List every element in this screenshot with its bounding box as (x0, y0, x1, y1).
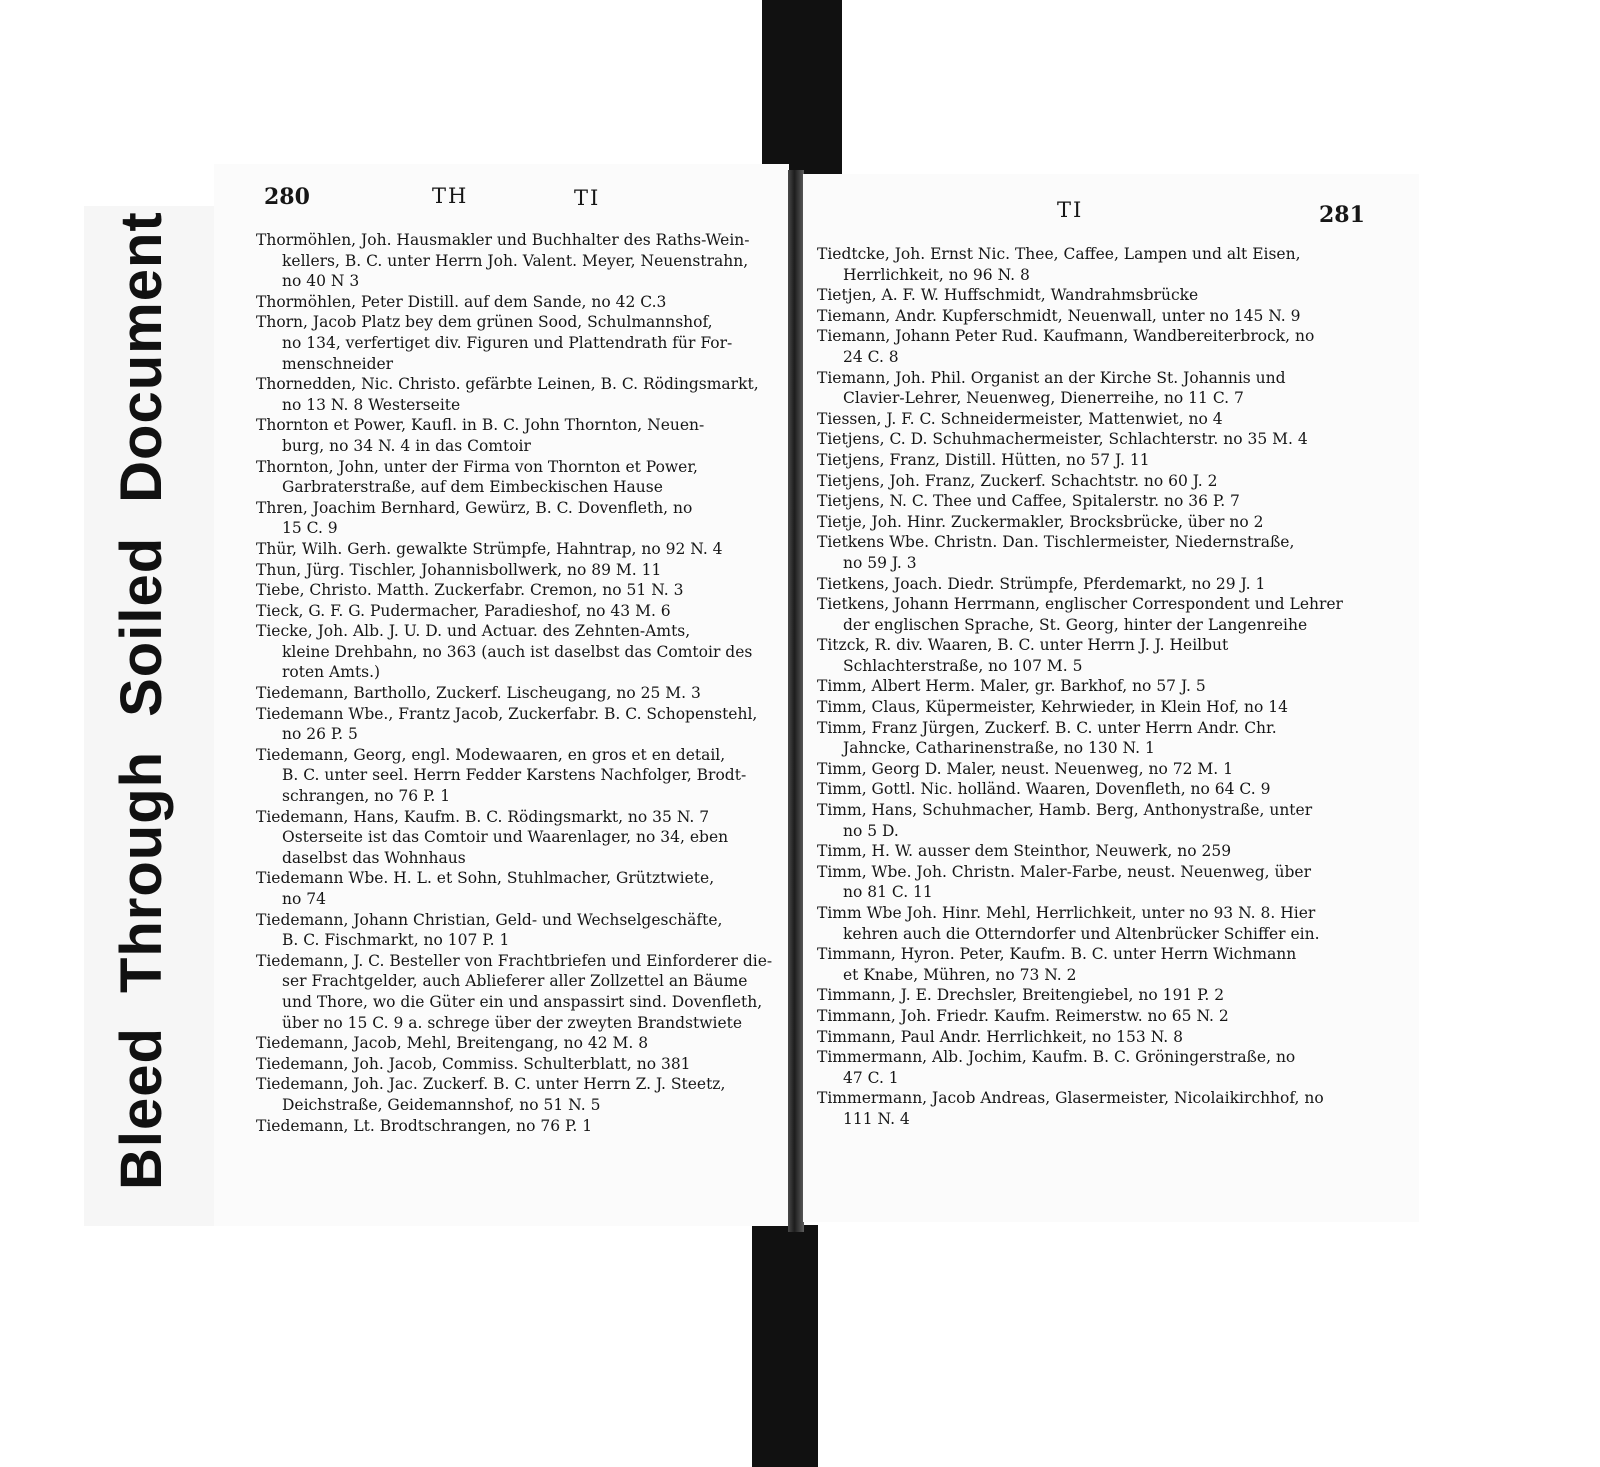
binding-top (762, 0, 842, 180)
entry-continuation-line: no 13 N. 8 Westerseite (282, 395, 461, 414)
entry-name-line: Thornedden, Nic. Christo. gefärbte Leinen, B. C. Rödingsmarkt, (256, 375, 759, 394)
entry-name-line: Tiedemann, Johann Christian, Geld- und Wechselgeschäfte, (256, 910, 723, 929)
directory-entry (817, 759, 1415, 780)
entry-name-line: Tietkens, Johann Herrmann, englischer Correspondent und Lehrer (817, 595, 1343, 614)
entry-continuation-line: B. C. unter seel. Herrn Fedder Karstens Nachfolger, Brodt- (282, 766, 747, 785)
directory-entry (256, 745, 786, 807)
directory-entry (256, 601, 786, 622)
directory-entry (256, 868, 786, 909)
directory-entry (817, 841, 1415, 862)
left-page-number: 280 (264, 184, 310, 210)
directory-entry (256, 1116, 786, 1137)
entry-name-line: Timm, Hans, Schuhmacher, Hamb. Berg, Anthonystraße, unter (817, 801, 1313, 820)
entry-continuation-line: B. C. Fischmarkt, no 107 P. 1 (282, 931, 510, 950)
label-word-document: Document (109, 211, 174, 503)
entry-continuation-line: Deichstraße, Geidemannshof, no 51 N. 5 (282, 1095, 601, 1114)
directory-entry (256, 1033, 786, 1054)
entry-name-line: Tiemann, Johann Peter Rud. Kaufmann, Wandbereiterbrock, no (817, 327, 1315, 346)
directory-entry (256, 580, 786, 601)
directory-entry (817, 429, 1415, 450)
entry-name-line: Tiedemann, Lt. Brodtschrangen, no 76 P. 1 (256, 1116, 593, 1135)
directory-entry (256, 951, 786, 1033)
entry-continuation-line: 47 C. 1 (843, 1068, 899, 1087)
right-page-number: 281 (1319, 202, 1365, 228)
entry-name-line: Tietjens, Joh. Franz, Zuckerf. Schachtstr. no 60 J. 2 (817, 471, 1218, 490)
directory-entry (817, 285, 1415, 306)
directory-entry (817, 532, 1415, 573)
entry-continuation-line: und Thore, wo die Güter ein und anspassirt sind. Dovenfleth, (282, 992, 763, 1011)
entry-name-line: Thür, Wilh. Gerh. gewalkte Strümpfe, Hahntrap, no 92 N. 4 (256, 539, 723, 558)
directory-entry (817, 903, 1415, 944)
entry-continuation-line: Clavier-Lehrer, Neuenweg, Dienerreihe, no 11 C. 7 (843, 389, 1244, 408)
directory-entry (817, 368, 1415, 409)
directory-entry (817, 985, 1415, 1006)
directory-entry (817, 944, 1415, 985)
entry-continuation-line: 24 C. 8 (843, 347, 899, 366)
entry-name-line: Thren, Joachim Bernhard, Gewürz, B. C. Dovenfleth, no (256, 498, 693, 517)
left-entry-list (256, 230, 786, 1136)
entry-continuation-line: Herrlichkeit, no 96 N. 8 (843, 265, 1030, 284)
directory-entry (256, 312, 786, 374)
directory-entry (256, 230, 786, 292)
entry-name-line: Thun, Jürg. Tischler, Johannisbollwerk, no 89 M. 11 (256, 560, 662, 579)
entry-name-line: Tiedemann, Joh. Jacob, Commiss. Schulterblatt, no 381 (256, 1054, 691, 1073)
directory-entry (817, 1047, 1415, 1088)
directory-entry (256, 292, 786, 313)
entry-name-line: Timm, Claus, Küpermeister, Kehrwieder, in Klein Hof, no 14 (817, 698, 1288, 717)
directory-entry (817, 718, 1415, 759)
entry-name-line: Tiedemann, Jacob, Mehl, Breitengang, no 42 M. 8 (256, 1034, 649, 1053)
entry-name-line: Tiebe, Christo. Matth. Zuckerfabr. Cremon, no 51 N. 3 (256, 581, 684, 600)
entry-continuation-line: et Knabe, Mühren, no 73 N. 2 (843, 965, 1077, 984)
entry-name-line: Tiedemann Wbe. H. L. et Sohn, Stuhlmacher, Grütztwiete, (256, 869, 715, 888)
entry-continuation-line: daselbst das Wohnhaus (282, 848, 466, 867)
directory-entry (256, 910, 786, 951)
entry-continuation-line: no 26 P. 5 (282, 725, 358, 744)
entry-name-line: Timm Wbe Joh. Hinr. Mehl, Herrlichkeit, unter no 93 N. 8. Hier (817, 904, 1316, 922)
directory-entry (256, 539, 786, 560)
directory-entry (256, 1074, 786, 1115)
entry-name-line: Timm, H. W. ausser dem Steinthor, Neuwerk, no 259 (817, 842, 1232, 861)
entry-continuation-line: kellers, B. C. unter Herrn Joh. Valent. Meyer, Neuenstrahn, (282, 251, 749, 270)
entry-name-line: Timmermann, Jacob Andreas, Glasermeister, Nicolaikirchhof, no (817, 1089, 1324, 1108)
label-word-bleed: Bleed (109, 1027, 174, 1190)
entry-continuation-line: Jahncke, Catharinenstraße, no 130 N. 1 (843, 739, 1155, 758)
directory-entry (817, 326, 1415, 367)
entry-name-line: Tiedemann, Joh. Jac. Zuckerf. B. C. unter Herrn Z. J. Steetz, (256, 1075, 726, 1094)
directory-entry (817, 862, 1415, 903)
entry-continuation-line: kehren auch die Otterndorfer und Altenbrücker Schiffer ein. (843, 924, 1320, 943)
entry-name-line: Tietkens Wbe. Christn. Dan. Tischlermeister, Niedernstraße, (817, 533, 1295, 552)
entry-name-line: Tietkens, Joach. Diedr. Strümpfe, Pferdemarkt, no 29 J. 1 (817, 574, 1266, 593)
entry-name-line: Timm, Albert Herm. Maler, gr. Barkhof, no 57 J. 5 (817, 677, 1206, 696)
directory-entry (817, 1088, 1415, 1129)
directory-entry (256, 457, 786, 498)
directory-entry (817, 594, 1415, 635)
right-entry-list (817, 244, 1415, 1130)
directory-entry (817, 512, 1415, 533)
entry-name-line: Tietjens, C. D. Schuhmachermeister, Schlachterstr. no 35 M. 4 (817, 430, 1308, 449)
entry-name-line: Tiedemann, Barthollo, Zuckerf. Lischeugang, no 25 M. 3 (256, 684, 701, 703)
entry-continuation-line: no 134, verfertiget div. Figuren und Plattendrath für For- (282, 333, 733, 352)
directory-entry (256, 560, 786, 581)
entry-name-line: Tietjens, Franz, Distill. Hütten, no 57 J. 11 (817, 450, 1150, 469)
directory-entry (817, 800, 1415, 841)
label-word-through: Through (109, 750, 174, 994)
entry-name-line: Timm, Franz Jürgen, Zuckerf. B. C. unter Herrn Andr. Chr. (817, 718, 1277, 737)
directory-entry (256, 415, 786, 456)
right-heading-ti: TI (1057, 198, 1084, 222)
entry-name-line: Tietjens, N. C. Thee und Caffee, Spitalerstr. no 36 P. 7 (817, 492, 1240, 511)
label-word-soiled: Soiled (109, 536, 174, 717)
entry-continuation-line: 15 C. 9 (282, 519, 338, 538)
entry-name-line: Tiedemann Wbe., Frantz Jacob, Zuckerfabr. B. C. Schopenstehl, (256, 704, 758, 723)
directory-entry (817, 471, 1415, 492)
entry-continuation-line: no 74 (282, 890, 326, 908)
entry-continuation-line: Osterseite ist das Comtoir und Waarenlager, no 34, eben (282, 828, 729, 847)
entry-name-line: Tietjen, A. F. W. Huffschmidt, Wandrahmsbrücke (817, 286, 1199, 305)
directory-entry (256, 683, 786, 704)
directory-entry (817, 244, 1415, 285)
directory-entry (817, 676, 1415, 697)
directory-entry (817, 574, 1415, 595)
entry-name-line: Timm, Georg D. Maler, neust. Neuenweg, no 72 M. 1 (817, 759, 1233, 778)
directory-entry (817, 635, 1415, 676)
entry-continuation-line: no 81 C. 11 (843, 883, 933, 902)
bleed-through-soiled-document-label (108, 211, 175, 1190)
entry-continuation-line: menschneider (282, 354, 394, 373)
right-page (803, 174, 1419, 1222)
directory-entry (817, 1027, 1415, 1048)
entry-name-line: Thorn, Jacob Platz bey dem grünen Sood, Schulmannshof, (256, 313, 713, 332)
entry-name-line: Timmann, Paul Andr. Herrlichkeit, no 153 N. 8 (817, 1027, 1183, 1046)
entry-name-line: Timmann, Joh. Friedr. Kaufm. Reimerstw. no 65 N. 2 (817, 1006, 1229, 1025)
left-heading-ti: TI (574, 186, 601, 210)
entry-name-line: Thornton et Power, Kaufl. in B. C. John Thornton, Neuen- (256, 416, 705, 435)
directory-entry (256, 621, 786, 683)
directory-entry (256, 498, 786, 539)
left-page (214, 164, 789, 1226)
directory-entry (817, 409, 1415, 430)
directory-entry (256, 1054, 786, 1075)
directory-entry (817, 491, 1415, 512)
entry-name-line: Timmann, J. E. Drechsler, Breitengiebel, no 191 P. 2 (817, 986, 1225, 1005)
directory-entry (817, 450, 1415, 471)
directory-entry (817, 697, 1415, 718)
entry-continuation-line: der englischen Sprache, St. Georg, hinter der Langenreihe (843, 615, 1308, 634)
entry-continuation-line: kleine Drehbahn, no 363 (auch ist daselbst das Comtoir des (282, 642, 753, 661)
binding-bottom (752, 1225, 818, 1467)
entry-name-line: Timm, Wbe. Joh. Christn. Maler-Farbe, neust. Neuenweg, über (817, 862, 1311, 881)
entry-name-line: Tietje, Joh. Hinr. Zuckermakler, Brocksbrücke, über no 2 (817, 512, 1264, 531)
entry-name-line: Tiecke, Joh. Alb. J. U. D. und Actuar. des Zehnten-Amts, (256, 622, 691, 641)
entry-name-line: Tiedtcke, Joh. Ernst Nic. Thee, Caffee, Lampen und alt Eisen, (817, 245, 1301, 263)
left-heading-th: TH (432, 184, 469, 208)
entry-name-line: Tieck, G. F. G. Pudermacher, Paradieshof, no 43 M. 6 (256, 601, 671, 620)
entry-name-line: Thornton, John, unter der Firma von Thornton et Power, (256, 457, 698, 476)
entry-name-line: Titzck, R. div. Waaren, B. C. unter Herrn J. J. Heilbut (817, 636, 1229, 655)
entry-continuation-line: burg, no 34 N. 4 in das Comtoir (282, 436, 531, 455)
entry-continuation-line: über no 15 C. 9 a. schrege über der zweyten Brandstwiete (282, 1013, 743, 1032)
entry-continuation-line: 111 N. 4 (843, 1109, 910, 1128)
entry-name-line: Tiedemann, J. C. Besteller von Frachtbriefen und Einforderer die- (256, 951, 773, 970)
directory-entry (256, 704, 786, 745)
entry-name-line: Tiedemann, Hans, Kaufm. B. C. Rödingsmarkt, no 35 N. 7 (256, 807, 710, 826)
entry-continuation-line: Garbraterstraße, auf dem Eimbeckischen Hause (282, 478, 663, 497)
entry-continuation-line: ser Frachtgelder, auch Ablieferer aller Zollzettel an Bäume (282, 972, 748, 991)
entry-name-line: Tiessen, J. F. C. Schneidermeister, Mattenwiet, no 4 (817, 409, 1223, 428)
directory-entry (817, 306, 1415, 327)
entry-name-line: Timmermann, Alb. Jochim, Kaufm. B. C. Gröningerstraße, no (817, 1048, 1296, 1067)
directory-entry (817, 779, 1415, 800)
entry-continuation-line: roten Amts.) (282, 663, 381, 682)
entry-continuation-line: schrangen, no 76 P. 1 (282, 787, 451, 806)
directory-entry (817, 1006, 1415, 1027)
entry-name-line: Timm, Gottl. Nic. holländ. Waaren, Dovenfleth, no 64 C. 9 (817, 780, 1271, 799)
entry-continuation-line: no 59 J. 3 (843, 553, 917, 572)
entry-continuation-line: no 40 N 3 (282, 272, 360, 291)
entry-name-line: Thormöhlen, Joh. Hausmakler und Buchhalter des Raths-Wein- (256, 231, 750, 249)
directory-entry (256, 374, 786, 415)
entry-name-line: Thormöhlen, Peter Distill. auf dem Sande, no 42 C.3 (256, 292, 667, 311)
entry-continuation-line: Schlachterstraße, no 107 M. 5 (843, 656, 1083, 675)
entry-name-line: Timmann, Hyron. Peter, Kaufm. B. C. unter Herrn Wichmann (817, 945, 1297, 964)
entry-continuation-line: no 5 D. (843, 821, 899, 840)
entry-name-line: Tiemann, Andr. Kupferschmidt, Neuenwall, unter no 145 N. 9 (817, 306, 1301, 325)
page-gutter (788, 170, 804, 1232)
directory-entry (256, 807, 786, 869)
entry-name-line: Tiemann, Joh. Phil. Organist an der Kirche St. Johannis und (817, 368, 1286, 387)
entry-name-line: Tiedemann, Georg, engl. Modewaaren, en gros et en detail, (256, 745, 726, 764)
